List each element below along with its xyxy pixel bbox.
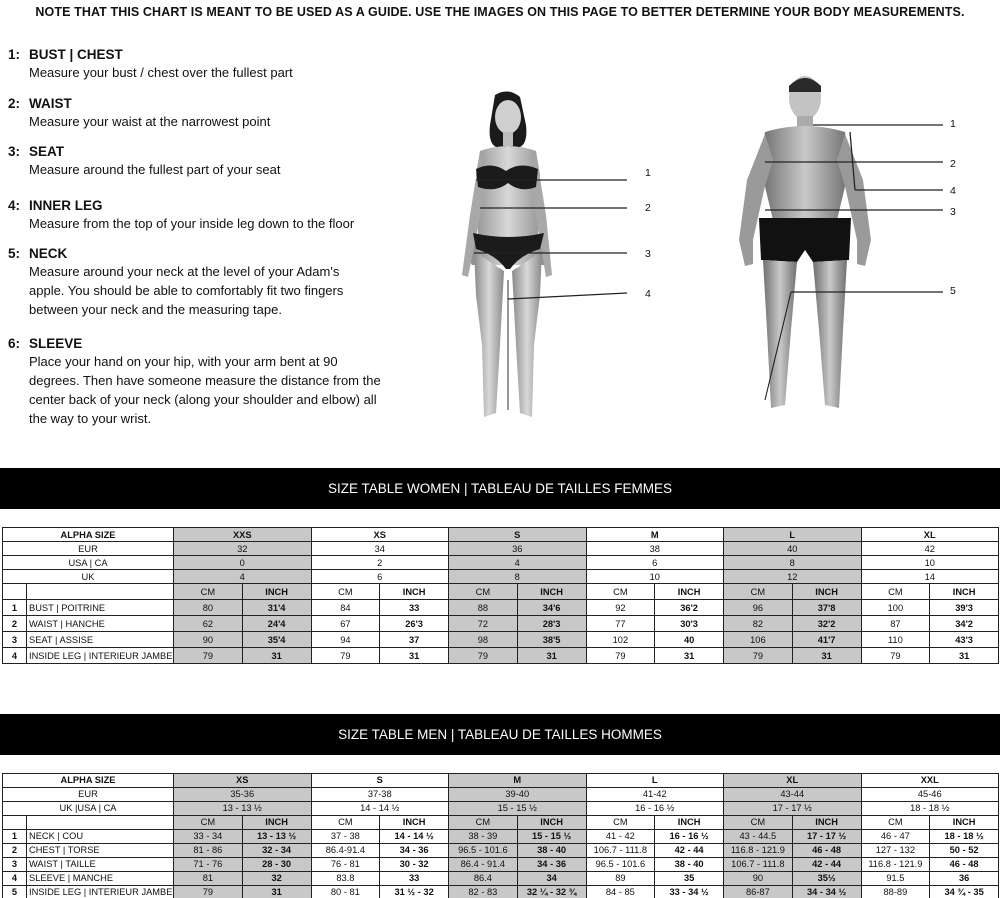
value-cm: 102	[586, 632, 655, 648]
value-inch: 32 - 34	[242, 844, 311, 858]
value-cm: 79	[724, 648, 793, 664]
unit-cm: CM	[724, 584, 793, 600]
instruction-text: Place your hand on your hip, with your arm bent at 90 degrees. Then have someone measure the distance from the center back of your neck (along your shoulder and elbow) all the way to your wrist.	[29, 354, 381, 426]
value-inch: 36'2	[655, 600, 724, 616]
measurement-row	[3, 632, 999, 648]
right-leg-shape	[512, 250, 542, 417]
unit-cm: CM	[861, 816, 930, 830]
unit-inch: INCH	[517, 584, 586, 600]
unit-cm: CM	[586, 816, 655, 830]
value-inch: 34'2	[930, 616, 999, 632]
unit-inch: INCH	[517, 816, 586, 830]
instruction-inner-leg	[8, 197, 354, 233]
header-row-usa	[3, 556, 999, 570]
value-cm: 79	[174, 648, 243, 664]
value-inch: 33 - 34 ½	[655, 886, 724, 898]
size-cell-sizes: XXS	[174, 528, 312, 542]
value-cm: 77	[586, 616, 655, 632]
instruction-number: 3:	[8, 144, 21, 159]
value-inch: 14 - 14 ½	[380, 830, 449, 844]
value-inch: 13 - 13 ½	[242, 830, 311, 844]
value-inch: 34 - 36	[380, 844, 449, 858]
value-inch: 24'4	[242, 616, 311, 632]
empty-cell	[3, 816, 27, 830]
value-cm: 79	[311, 648, 380, 664]
size-cell-uk: 17 - 17 ½	[724, 802, 862, 816]
men-size-table	[2, 773, 999, 898]
size-cell-eur: 41-42	[586, 788, 724, 802]
men-size-table-banner: SIZE TABLE MEN | TABLEAU DE TAILLES HOMMES	[0, 714, 1000, 755]
row-header-label: EUR	[3, 542, 174, 556]
row-header-label: UK |USA | CA	[3, 802, 174, 816]
row-number: 3	[3, 858, 27, 872]
row-number: 4	[3, 648, 27, 664]
empty-cell	[3, 584, 27, 600]
value-cm: 79	[449, 648, 518, 664]
instruction-number: 6:	[8, 336, 21, 351]
hair-shape	[789, 78, 821, 92]
size-cell-eur: 38	[586, 542, 724, 556]
value-cm: 83.8	[311, 872, 380, 886]
unit-cm: CM	[586, 584, 655, 600]
size-cell-usa: 2	[311, 556, 449, 570]
value-cm: 94	[311, 632, 380, 648]
value-inch: 31 ½ - 32	[380, 886, 449, 898]
value-inch: 18 - 18 ½	[930, 830, 999, 844]
man-figure	[725, 70, 985, 425]
callout-label: 5	[950, 285, 956, 297]
size-cell-uk: 10	[586, 570, 724, 584]
row-number: 3	[3, 632, 27, 648]
value-cm: 90	[724, 872, 793, 886]
row-label: BUST | POITRINE	[27, 600, 174, 616]
instruction-neck	[8, 245, 378, 319]
unit-cm: CM	[449, 584, 518, 600]
measurement-row	[3, 648, 999, 664]
notice-heading: NOTE THAT THIS CHART IS MEANT TO BE USED AS A GUIDE. USE THE IMAGES ON THIS PAGE TO BETTER DETERMINE YOUR BODY MEASUREMENTS.	[35, 5, 965, 19]
size-cell-eur: 39-40	[449, 788, 587, 802]
measurement-row	[3, 886, 999, 898]
value-cm: 87	[861, 616, 930, 632]
instruction-text: Measure around the fullest part of your seat	[29, 162, 281, 177]
size-cell-uk: 4	[174, 570, 312, 584]
value-cm: 67	[311, 616, 380, 632]
row-label: INSIDE LEG | INTERIEUR JAMBE	[27, 886, 174, 898]
unit-inch: INCH	[792, 584, 861, 600]
value-inch: 30'3	[655, 616, 724, 632]
value-cm: 98	[449, 632, 518, 648]
size-cell-uk: 16 - 16 ½	[586, 802, 724, 816]
size-cell-uk: 12	[724, 570, 862, 584]
value-inch: 30 - 32	[380, 858, 449, 872]
size-cell-eur: 45-46	[861, 788, 999, 802]
value-inch: 31	[655, 648, 724, 664]
value-inch: 41'7	[792, 632, 861, 648]
measurement-row	[3, 844, 999, 858]
value-cm: 106.7 - 111.8	[724, 858, 793, 872]
value-inch: 34	[517, 872, 586, 886]
callout-label: 2	[645, 202, 651, 214]
size-cell-uk: 14	[861, 570, 999, 584]
value-cm: 84 - 85	[586, 886, 655, 898]
callout-label: 4	[950, 185, 956, 197]
header-row-sizes	[3, 528, 999, 542]
head-shape	[495, 100, 521, 134]
value-inch: 34 ¾ - 35	[930, 886, 999, 898]
measurement-row	[3, 858, 999, 872]
value-inch: 42 - 44	[655, 844, 724, 858]
value-cm: 41 - 42	[586, 830, 655, 844]
value-inch: 35½	[792, 872, 861, 886]
right-leg-shape	[813, 260, 847, 408]
row-label: SEAT | ASSISE	[27, 632, 174, 648]
value-cm: 80	[174, 600, 243, 616]
size-cell-eur: 42	[861, 542, 999, 556]
measurement-row	[3, 600, 999, 616]
women-size-table-banner: SIZE TABLE WOMEN | TABLEAU DE TAILLES FEMMES	[0, 468, 1000, 509]
value-inch: 31	[380, 648, 449, 664]
size-cell-usa: 6	[586, 556, 724, 570]
row-number: 2	[3, 844, 27, 858]
value-inch: 40	[655, 632, 724, 648]
value-cm: 81 - 86	[174, 844, 243, 858]
unit-cm: CM	[724, 816, 793, 830]
unit-cm: CM	[174, 816, 243, 830]
value-cm: 43 - 44.5	[724, 830, 793, 844]
unit-inch: INCH	[655, 816, 724, 830]
value-inch: 28 - 30	[242, 858, 311, 872]
value-cm: 88	[449, 600, 518, 616]
size-cell-eur: 32	[174, 542, 312, 556]
value-cm: 72	[449, 616, 518, 632]
value-cm: 81	[174, 872, 243, 886]
row-header-label: ALPHA SIZE	[3, 528, 174, 542]
instruction-title: SLEEVE	[29, 336, 83, 351]
size-cell-eur: 34	[311, 542, 449, 556]
header-row-sizes	[3, 774, 999, 788]
size-cell-sizes: XS	[174, 774, 312, 788]
header-row-uk	[3, 802, 999, 816]
value-inch: 31'4	[242, 600, 311, 616]
value-inch: 15 - 15 ½	[517, 830, 586, 844]
unit-inch: INCH	[792, 816, 861, 830]
size-cell-eur: 43-44	[724, 788, 862, 802]
row-label: NECK | COU	[27, 830, 174, 844]
instruction-number: 2:	[8, 96, 21, 111]
row-label: CHEST | TORSE	[27, 844, 174, 858]
size-cell-eur: 40	[724, 542, 862, 556]
instruction-number: 1:	[8, 47, 21, 62]
row-number: 2	[3, 616, 27, 632]
value-cm: 86.4 - 91.4	[449, 858, 518, 872]
value-inch: 31	[242, 886, 311, 898]
instruction-text: Measure around your neck at the level of your Adam's apple. You should be able to comfortably fit two fingers between your neck and the measuring tape.	[29, 264, 344, 317]
instruction-title: NECK	[29, 246, 68, 261]
header-row-eur	[3, 542, 999, 556]
value-cm: 88-89	[861, 886, 930, 898]
instruction-text: Measure your bust / chest over the fullest part	[29, 65, 293, 80]
value-cm: 86.4-91.4	[311, 844, 380, 858]
empty-cell	[27, 816, 174, 830]
value-cm: 92	[586, 600, 655, 616]
size-cell-usa: 8	[724, 556, 862, 570]
measurement-row	[3, 830, 999, 844]
instruction-title: WAIST	[29, 96, 72, 111]
value-cm: 89	[586, 872, 655, 886]
row-label: INSIDE LEG | INTERIEUR JAMBE	[27, 648, 174, 664]
value-inch: 37	[380, 632, 449, 648]
row-label: WAIST | TAILLE	[27, 858, 174, 872]
size-cell-sizes: XL	[724, 774, 862, 788]
value-inch: 33	[380, 600, 449, 616]
size-cell-uk: 14 - 14 ½	[311, 802, 449, 816]
size-cell-sizes: M	[586, 528, 724, 542]
row-number: 4	[3, 872, 27, 886]
size-cell-uk: 15 - 15 ½	[449, 802, 587, 816]
row-number: 5	[3, 886, 27, 898]
instruction-title: INNER LEG	[29, 198, 103, 213]
size-cell-sizes: L	[586, 774, 724, 788]
value-inch: 38 - 40	[517, 844, 586, 858]
row-header-label: UK	[3, 570, 174, 584]
value-inch: 46 - 48	[792, 844, 861, 858]
header-row-uk	[3, 570, 999, 584]
value-inch: 17 - 17 ½	[792, 830, 861, 844]
unit-inch: INCH	[380, 816, 449, 830]
value-inch: 34'6	[517, 600, 586, 616]
value-inch: 32'2	[792, 616, 861, 632]
unit-cm: CM	[449, 816, 518, 830]
instruction-seat	[8, 143, 280, 179]
value-cm: 116.8 - 121.9	[861, 858, 930, 872]
callout-label: 1	[950, 118, 956, 130]
value-cm: 80 - 81	[311, 886, 380, 898]
size-cell-uk: 6	[311, 570, 449, 584]
value-inch: 36	[930, 872, 999, 886]
value-cm: 46 - 47	[861, 830, 930, 844]
value-inch: 34 - 36	[517, 858, 586, 872]
header-row-eur	[3, 788, 999, 802]
value-inch: 32	[242, 872, 311, 886]
woman-figure	[440, 85, 670, 430]
units-row	[3, 816, 999, 830]
value-cm: 82	[724, 616, 793, 632]
unit-inch: INCH	[380, 584, 449, 600]
value-cm: 71 - 76	[174, 858, 243, 872]
size-cell-sizes: XXL	[861, 774, 999, 788]
value-cm: 127 - 132	[861, 844, 930, 858]
value-cm: 79	[586, 648, 655, 664]
value-inch: 43'3	[930, 632, 999, 648]
value-inch: 31	[930, 648, 999, 664]
measurement-row	[3, 616, 999, 632]
value-cm: 86.4	[449, 872, 518, 886]
unit-cm: CM	[311, 584, 380, 600]
unit-inch: INCH	[655, 584, 724, 600]
value-cm: 100	[861, 600, 930, 616]
value-inch: 39'3	[930, 600, 999, 616]
callout-label: 3	[645, 248, 651, 260]
unit-cm: CM	[174, 584, 243, 600]
unit-inch: INCH	[242, 816, 311, 830]
value-inch: 31	[242, 648, 311, 664]
value-inch: 34 - 34 ½	[792, 886, 861, 898]
value-cm: 96.5 - 101.6	[586, 858, 655, 872]
size-cell-sizes: M	[449, 774, 587, 788]
size-cell-usa: 4	[449, 556, 587, 570]
value-inch: 28'3	[517, 616, 586, 632]
value-inch: 35'4	[242, 632, 311, 648]
unit-inch: INCH	[930, 584, 999, 600]
value-inch: 16 - 16 ½	[655, 830, 724, 844]
row-header-label: ALPHA SIZE	[3, 774, 174, 788]
row-number: 1	[3, 830, 27, 844]
value-cm: 96	[724, 600, 793, 616]
value-cm: 76 - 81	[311, 858, 380, 872]
instruction-waist	[8, 95, 270, 131]
size-cell-sizes: XL	[861, 528, 999, 542]
empty-cell	[27, 584, 174, 600]
row-label: SLEEVE | MANCHE	[27, 872, 174, 886]
value-inch: 33	[380, 872, 449, 886]
value-cm: 79	[174, 886, 243, 898]
value-cm: 116.8 - 121.9	[724, 844, 793, 858]
size-cell-sizes: XS	[311, 528, 449, 542]
instruction-title: BUST | CHEST	[29, 47, 123, 62]
value-cm: 86-87	[724, 886, 793, 898]
instruction-text: Measure from the top of your inside leg down to the floor	[29, 216, 355, 231]
value-inch: 35	[655, 872, 724, 886]
size-cell-eur: 36	[449, 542, 587, 556]
callout-label: 1	[645, 167, 651, 179]
value-cm: 82 - 83	[449, 886, 518, 898]
instruction-title: SEAT	[29, 144, 65, 159]
size-cell-uk: 18 - 18 ½	[861, 802, 999, 816]
instruction-text: Measure your waist at the narrowest point	[29, 114, 271, 129]
value-cm: 106	[724, 632, 793, 648]
callout-label: 2	[950, 158, 956, 170]
instruction-number: 5:	[8, 246, 21, 261]
size-cell-uk: 8	[449, 570, 587, 584]
women-size-table	[2, 527, 999, 664]
value-cm: 38 - 39	[449, 830, 518, 844]
size-cell-eur: 37-38	[311, 788, 449, 802]
left-leg-shape	[474, 250, 504, 417]
unit-cm: CM	[311, 816, 380, 830]
value-inch: 31	[517, 648, 586, 664]
row-label: WAIST | HANCHE	[27, 616, 174, 632]
instruction-bust	[8, 46, 293, 82]
row-header-label: EUR	[3, 788, 174, 802]
value-cm: 84	[311, 600, 380, 616]
value-cm: 90	[174, 632, 243, 648]
measurement-row	[3, 872, 999, 886]
value-inch: 38'5	[517, 632, 586, 648]
value-inch: 46 - 48	[930, 858, 999, 872]
value-inch: 38 - 40	[655, 858, 724, 872]
value-cm: 96.5 - 101.6	[449, 844, 518, 858]
size-cell-sizes: S	[449, 528, 587, 542]
value-cm: 106.7 - 111.8	[586, 844, 655, 858]
size-cell-sizes: L	[724, 528, 862, 542]
size-cell-uk: 13 - 13 ½	[174, 802, 312, 816]
value-cm: 110	[861, 632, 930, 648]
value-inch: 37'8	[792, 600, 861, 616]
callout-label: 4	[645, 288, 651, 300]
shorts-shape	[759, 218, 851, 262]
unit-inch: INCH	[242, 584, 311, 600]
value-cm: 62	[174, 616, 243, 632]
value-cm: 91.5	[861, 872, 930, 886]
units-row	[3, 584, 999, 600]
value-cm: 79	[861, 648, 930, 664]
value-inch: 42 - 44	[792, 858, 861, 872]
value-cm: 33 - 34	[174, 830, 243, 844]
value-inch: 50 - 52	[930, 844, 999, 858]
value-cm: 37 - 38	[311, 830, 380, 844]
row-number: 1	[3, 600, 27, 616]
instruction-sleeve	[8, 335, 383, 428]
size-cell-usa: 10	[861, 556, 999, 570]
size-cell-eur: 35-36	[174, 788, 312, 802]
unit-inch: INCH	[930, 816, 999, 830]
instruction-number: 4:	[8, 198, 21, 213]
unit-cm: CM	[861, 584, 930, 600]
size-cell-usa: 0	[174, 556, 312, 570]
row-header-label: USA | CA	[3, 556, 174, 570]
value-inch: 31	[792, 648, 861, 664]
callout-label: 3	[950, 206, 956, 218]
size-cell-sizes: S	[311, 774, 449, 788]
value-inch: 32 ¼ - 32 ¾	[517, 886, 586, 898]
value-inch: 26'3	[380, 616, 449, 632]
